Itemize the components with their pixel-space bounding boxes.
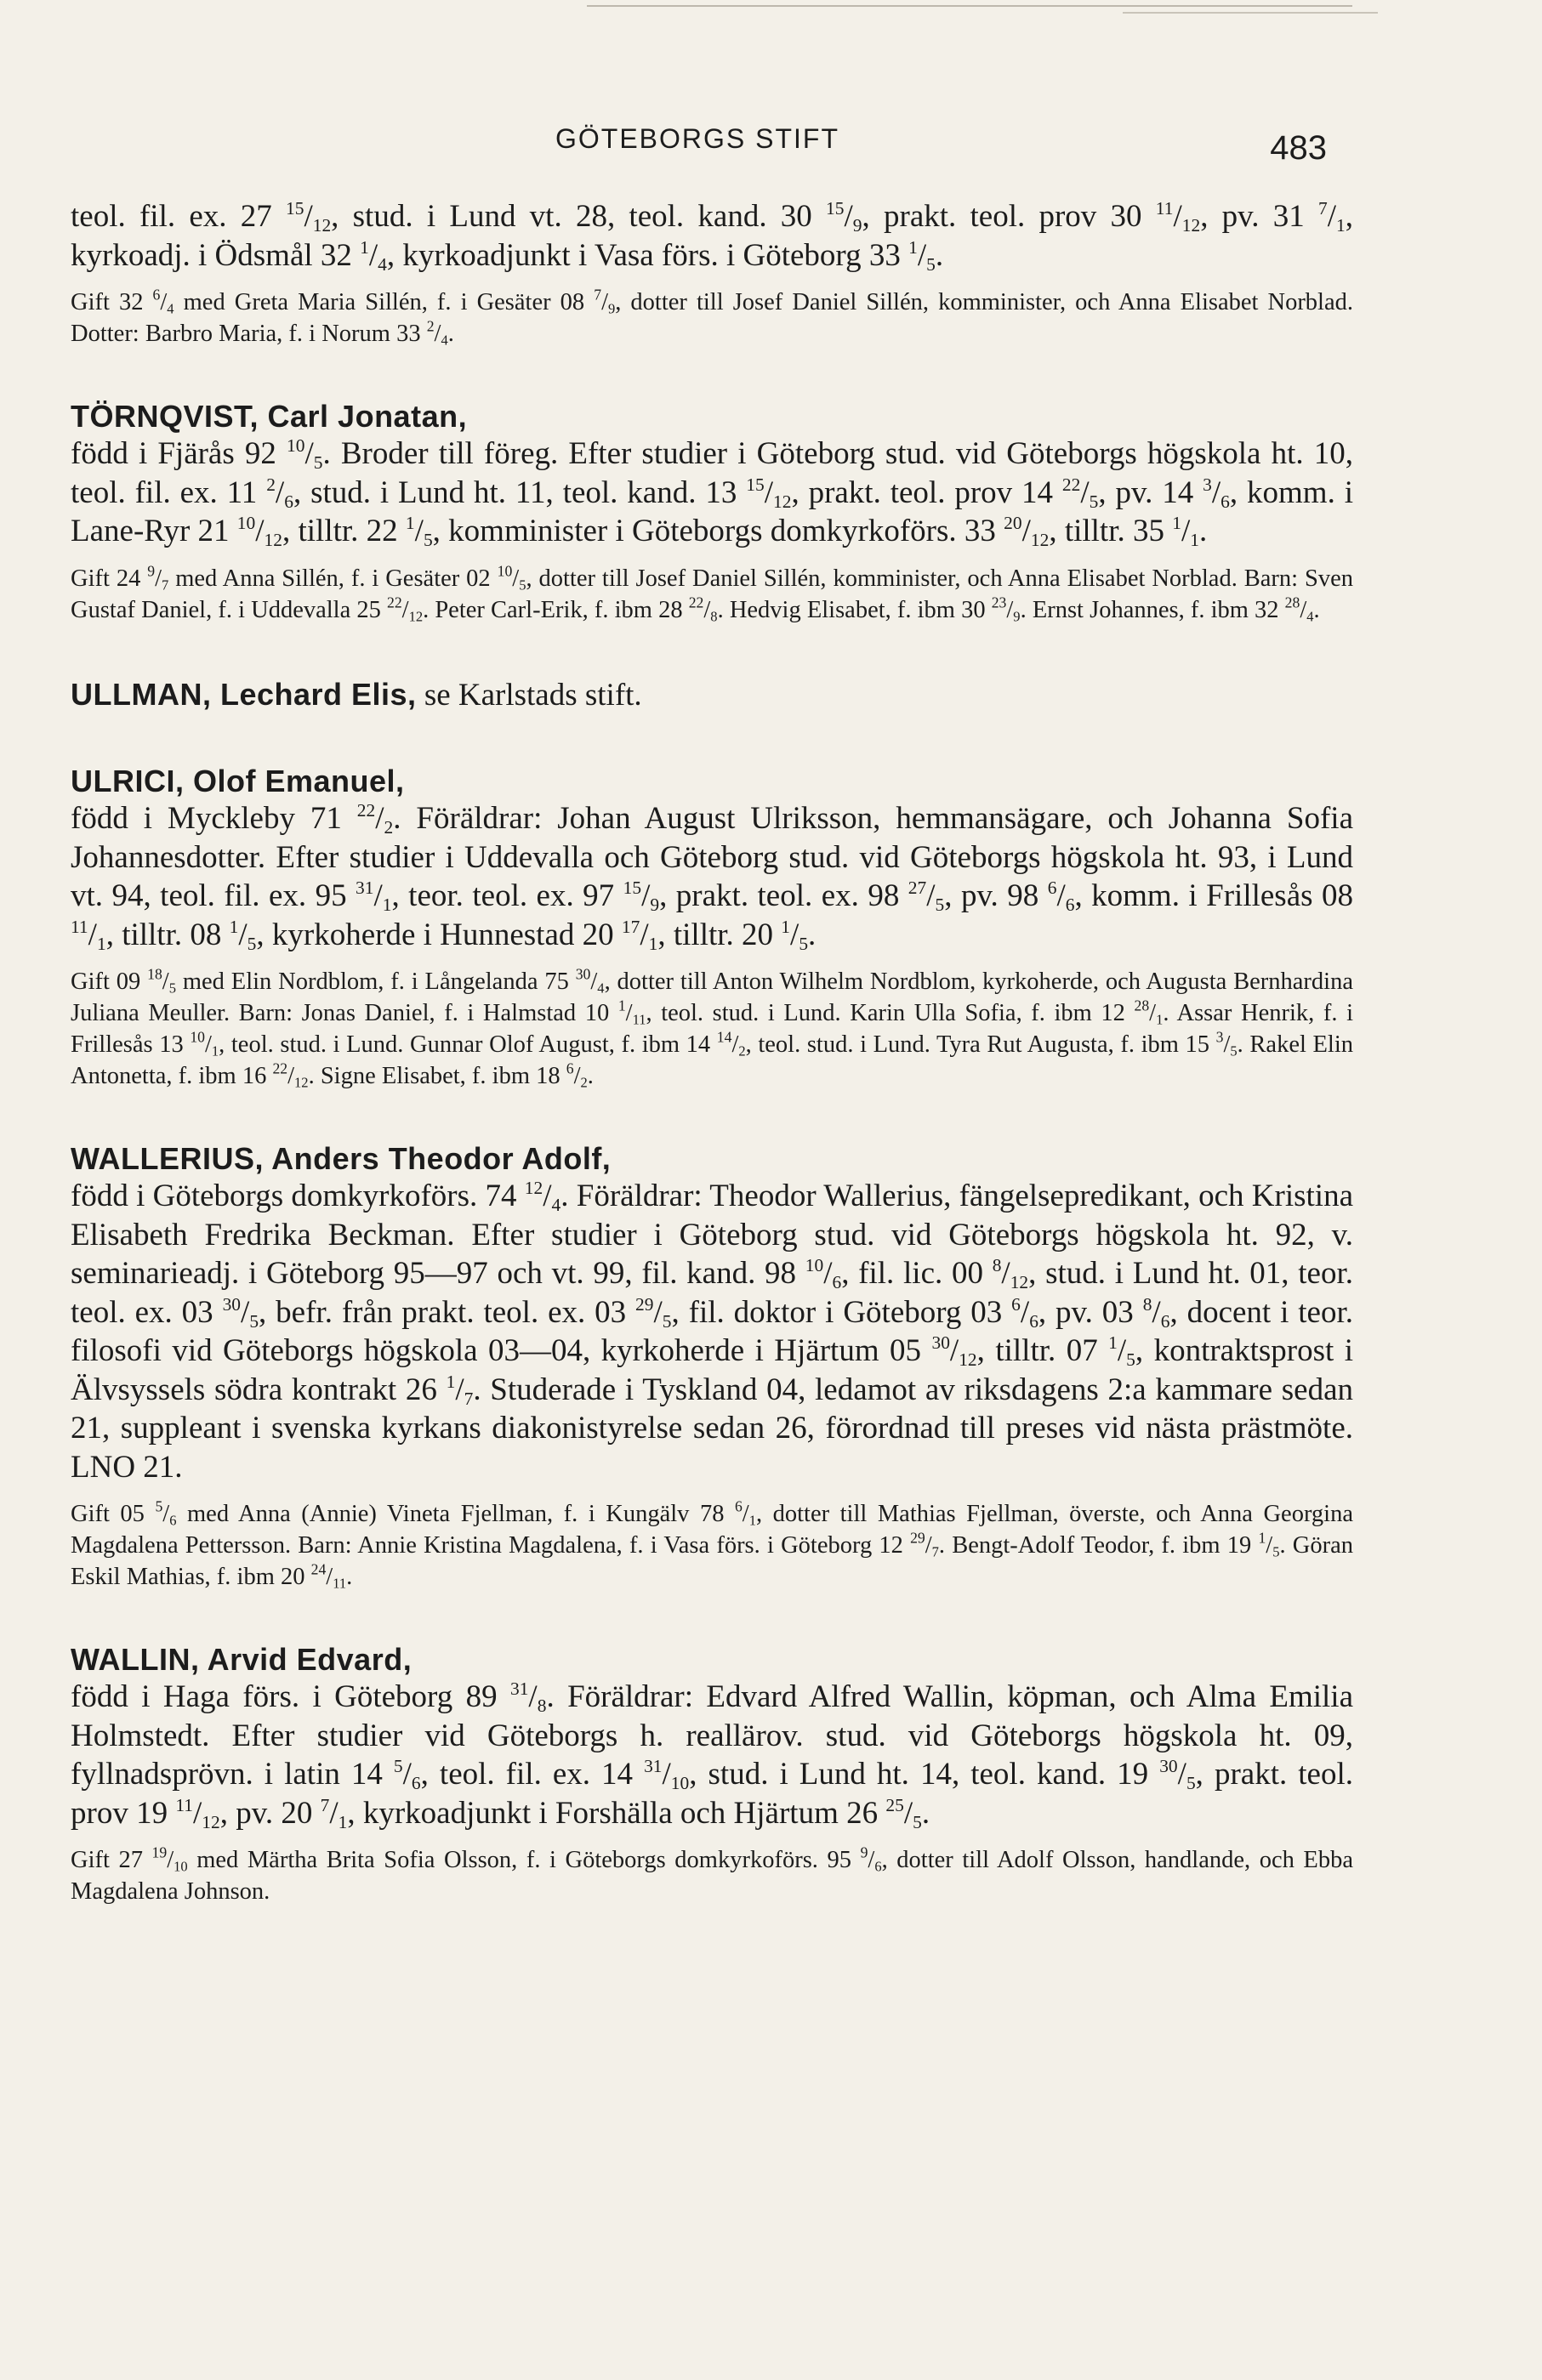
page-number: 483 — [1270, 129, 1327, 167]
entry-name: ULRICI, Olof Emanuel, — [71, 764, 405, 798]
entry-family: Gift 24 $^9/_7$ med Anna Sillén, f. i Gesäter 02 $^{10}/_5$, dotter till Josef Daniel Sillén, komminister, och Anna Elisabet Norblad. Barn: Sven Gustaf Daniel, f. i Uddevalla 25 $^{22}/_{12}$. Peter Carl-Erik, f. ibm 28 $^{22}/_8$. Hedvig Elisabet, f. ibm 30 $^{23}/_9$. Ernst Johannes, f. ibm 32 $^{28}/_4$. — [71, 562, 1353, 625]
entry-crossref — [71, 675, 1353, 715]
scan-edge-line-secondary — [1123, 12, 1378, 14]
entry-ulrici — [71, 764, 1353, 1092]
scan-edge-line — [587, 5, 1352, 7]
entry-family: Gift 27 $^{19}/_{10}$ med Märtha Brita Sofia Olsson, f. i Göteborgs domkyrkoförs. 95 $^9/_6$, dotter till Adolf Olsson, handlande, och Ebba Magdalena Johnson. — [71, 1843, 1353, 1905]
page-header — [68, 119, 1327, 187]
entry-text: född i Fjärås 92 $^{10}/_5$. Broder till föreg. Efter studier i Göteborg stud. vid Göteborgs högskola ht. 10, teol. fil. ex. 11 $^2/_6$, stud. i Lund ht. 11, teol. kand. 13 $^{15}/_{12}$, prakt. teol. prov 14 $^{22}/_5$, pv. 14 $^3/_6$, komm. i Lane-Ryr 21 $^{10}/_{12}$, tilltr. 22 $^1/_5$, komminister i Göteborgs domkyrkoförs. 33 $^{20}/_{12}$, tilltr. 35 $^1/_1$. — [71, 435, 1353, 550]
entry-name: WALLIN, Arvid Edvard, — [71, 1642, 413, 1677]
entry-family: Gift 05 $^5/_6$ med Anna (Annie) Vineta Fjellman, f. i Kungälv 78 $^6/_1$, dotter till Mathias Fjellman, överste, och Anna Georgina Magdalena Pettersson. Barn: Annie Kristina Magdalena, f. i Vasa förs. i Göteborg 12 $^{29}/_7$. Bengt-Adolf Teodor, f. ibm 19 $^1/_5$. Göran Eskil Mathias, f. ibm 20 $^{24}/_{11}$. — [71, 1497, 1353, 1592]
entry-name: WALLERIUS, Anders Theodor Adolf, — [71, 1141, 612, 1176]
entry-tornqvist — [71, 399, 1353, 626]
entry-text: född i Myckleby 71 $^{22}/_2$. Föräldrar: Johan August Ulriksson, hemmansägare, och Johanna Sofia Johannesdotter. Efter studier i Uddevalla och Göteborg stud. vid Göteborgs högskola ht. 93, i Lund vt. 94, teol. fil. ex. 95 $^{31}/_1$, teor. teol. ex. 97 $^{15}/_9$, prakt. teol. ex. 98 $^{27}/_5$, pv. 98 $^6/_6$, komm. i Frillesås 08 $^{11}/_1$, tilltr. 08 $^1/_5$, kyrkoherde i Hunnestad 20 $^{17}/_1$, tilltr. 20 $^1/_5$. — [71, 800, 1353, 954]
entry-family: Gift 09 $^{18}/_5$ med Elin Nordblom, f. i Långelanda 75 $^{30}/_4$, dotter till Anton Wilhelm Nordblom, kyrkoherde, och Augusta Bernhardina Juliana Meuller. Barn: Jonas Daniel, f. i Halmstad 10 $^1/_{11}$, teol. stud. i Lund. Karin Ulla Sofia, f. ibm 12 $^{28}/_1$. Assar Henrik, f. i Frillesås 13 $^{10}/_1$, teol. stud. i Lund. Gunnar Olof August, f. ibm 14 $^{14}/_2$, teol. stud. i Lund. Tyra Rut Augusta, f. ibm 15 $^3/_5$. Rakel Elin Antonetta, f. ibm 16 $^{22}/_{12}$. Signe Elisabet, f. ibm 18 $^6/_2$. — [71, 965, 1353, 1091]
entry-text: född i Göteborgs domkyrkoförs. 74 $^{12}/_4$. Föräldrar: Theodor Wallerius, fängelsepredikant, och Kristina Elisabeth Fredrika Beckman. Efter studier i Göteborg stud. vid Göteborgs högskola ht. 92, v. seminarieadj. i Göteborg 95—97 och vt. 99, fil. kand. 98 $^{10}/_6$, fil. lic. 00 $^8/_{12}$, stud. i Lund ht. 01, teor. teol. ex. 03 $^{30}/_5$, befr. från prakt. teol. ex. 03 $^{29}/_5$, fil. doktor i Göteborg 03 $^6/_6$, pv. 03 $^8/_6$, docent i teor. filosofi vid Göteborgs högskola 03—04, kyrkoherde i Hjärtum 05 $^{30}/_{12}$, tilltr. 07 $^1/_5$, kontraktsprost i Älvsyssels södra kontrakt 26 $^1/_7$. Studerade i Tyskland 04, ledamot av riksdagens 2:a kammare sedan 21, suppleant i svenska kyrkans diakonistyrelse sedan 26, förordnad till preses vid nästa prästmöte. LNO 21. — [71, 1178, 1354, 1485]
page-body — [71, 197, 1353, 1907]
entry-continuation — [71, 197, 1353, 349]
entry-name: ULLMAN, Lechard Elis, — [71, 676, 417, 712]
entry-wallin — [71, 1642, 1353, 1907]
entry-family: Gift 32 $^6/_4$ med Greta Maria Sillén, f. i Gesäter 08 $^7/_9$, dotter till Josef Daniel Sillén, komminister, och Anna Elisabet Norblad. Dotter: Barbro Maria, f. i Norum 33 $^2/_4$. — [71, 286, 1353, 349]
entry-wallerius — [71, 1141, 1353, 1593]
entry-text: född i Haga förs. i Göteborg 89 $^{31}/_8$. Föräldrar: Edvard Alfred Wallin, köpman, och Alma Emilia Holmstedt. Efter studier vid Göteborgs h. reallärov. stud. vid Göteborgs högskola ht. 09, fyllnadsprövn. i latin 14 $^5/_6$, teol. fil. ex. 14 $^{31}/_{10}$, stud. i Lund ht. 14, teol. kand. 19 $^{30}/_5$, prakt. teol. prov 19 $^{11}/_{12}$, pv. 20 $^7/_1$, kyrkoadjunkt i Forshälla och Hjärtum 26 $^{25}/_5$. — [71, 1678, 1354, 1832]
entry-name: TÖRNQVIST, Carl Jonatan, — [71, 399, 468, 434]
entry-ullman — [71, 675, 1353, 715]
entry-text: teol. fil. ex. 27 $^{15}/_{12}$, stud. i Lund vt. 28, teol. kand. 30 $^{15}/_9$, prakt. teol. prov 30 $^{11}/_{12}$, pv. 31 $^7/_1$, kyrkoadj. i Ödsmål 32 $^1/_4$, kyrkoadjunkt i Vasa förs. i Göteborg 33 $^1/_5$. — [71, 198, 1353, 275]
running-head: GÖTEBORGS STIFT — [555, 123, 839, 154]
cross-reference: se Karlstads stift. — [424, 677, 642, 713]
